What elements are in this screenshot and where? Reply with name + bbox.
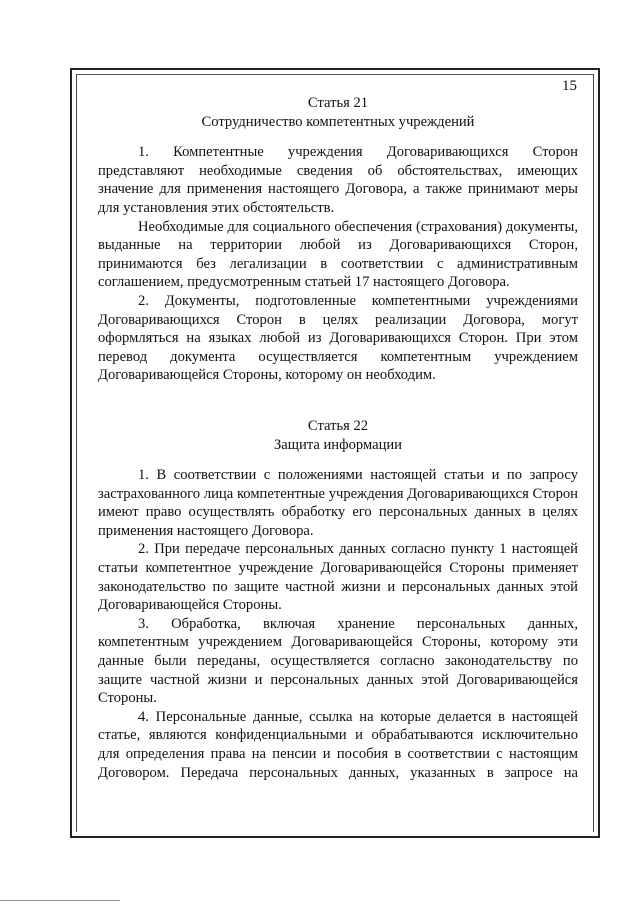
article-22-paragraph-2: 2. При передаче персональных данных согласно пункту 1 настоящей статьи компетентное учреждение Договаривающейся Стороны применяет законодательство по защите частной жизни и персональных данных этой Договаривающейся Стороны. bbox=[98, 541, 578, 614]
article-21-paragraph-1: 1. Компетентные учреждения Договаривающихся Сторон представляют необходимые сведения об обстоятельствах, имеющих значение для применения настоящего Договора, а также принимают меры для установления этих обстоятельств. bbox=[98, 144, 578, 216]
page-number: 15 bbox=[562, 78, 577, 94]
scan-artifact-line bbox=[0, 900, 120, 901]
article-21-paragraph-2: Необходимые для социального обеспечения (страхования) документы, выданные на территории любой из Договаривающихся Сторон, принимаются без легализации в соответствии с административным соглашением, предусмотренным статьей 17 настоящего Договора. bbox=[98, 218, 578, 291]
article-22-title: Статья 22 bbox=[307, 417, 369, 434]
article-22-paragraph-1: 1. В соответствии с положениями настоящей статьи и по запросу застрахованного лица компетентные учреждения Договаривающихся Сторон имеют право осуществлять обработку его персональных данных в целях применения настоящего Договора. bbox=[98, 467, 578, 539]
document-body bbox=[98, 94, 578, 782]
article-21-paragraph-3: 2. Документы, подготовленные компетентными учреждениями Договаривающихся Сторон в целях реализации Договора, могут оформляться на языках любой из Договаривающихся Сторон. При этом перевод документа осуществляется компетентным учреждением Договаривающейся Стороны, которому он необходим. bbox=[98, 292, 578, 384]
article-22-paragraph-4: 4. Персональные данные, ссылка на которые делается в настоящей статье, являются конфиденциальными и обрабатываются исключительно для определения права на пенсии и пособия в соответствии с настоящим Договором. Передача персональных данных, указанных в запросе на bbox=[98, 708, 578, 781]
article-22-paragraph-3: 3. Обработка, включая хранение персональных данных, компетентным учреждением Договаривающейся Стороны, которому эти данные были переданы, осуществляется согласно законодательству по защите частной жизни и персональных данных этой Договаривающейся Стороны. bbox=[98, 615, 578, 707]
article-21-title: Статья 21 bbox=[307, 95, 369, 111]
article-22-subtitle: Защита информации bbox=[273, 436, 402, 453]
article-21-subtitle: Сотрудничество компетентных учреждений bbox=[201, 113, 475, 130]
